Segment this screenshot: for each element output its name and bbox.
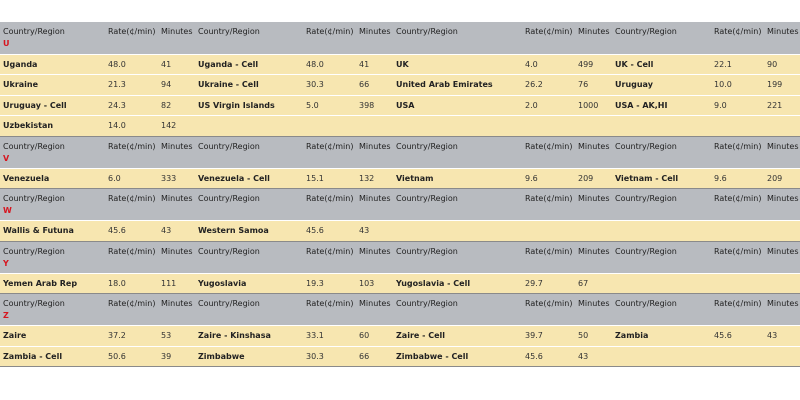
rate-value bbox=[522, 221, 575, 242]
column-header-rate: Rate(¢/min) bbox=[105, 189, 158, 221]
minutes-value: 333 bbox=[158, 168, 195, 189]
rate-value: 4.0 bbox=[522, 54, 575, 75]
column-header-country: Country/Region bbox=[195, 22, 303, 54]
section-header-row bbox=[0, 189, 800, 221]
country-name: USA bbox=[393, 95, 522, 116]
country-name: Zambia bbox=[612, 326, 711, 347]
column-header-rate: Rate(¢/min) bbox=[105, 136, 158, 168]
column-header-rate: Rate(¢/min) bbox=[711, 241, 764, 273]
column-header-country bbox=[0, 294, 105, 326]
column-header-minutes: Minutes bbox=[575, 189, 612, 221]
minutes-value: 43 bbox=[356, 221, 393, 242]
minutes-value: 43 bbox=[575, 346, 612, 367]
rates-body bbox=[0, 22, 800, 367]
rate-value: 48.0 bbox=[105, 54, 158, 75]
minutes-value: 41 bbox=[356, 54, 393, 75]
section-header-row bbox=[0, 241, 800, 273]
country-name: Venezuela bbox=[0, 168, 105, 189]
column-header-minutes: Minutes bbox=[158, 189, 195, 221]
minutes-value: 209 bbox=[575, 168, 612, 189]
section-letter: Z bbox=[3, 311, 9, 320]
column-header-rate: Rate(¢/min) bbox=[105, 22, 158, 54]
country-name: Yugoslavia bbox=[195, 273, 303, 294]
minutes-value: 221 bbox=[764, 95, 800, 116]
column-header-country: Country/Region bbox=[393, 136, 522, 168]
column-header-minutes: Minutes bbox=[575, 294, 612, 326]
country-name: UK bbox=[393, 54, 522, 75]
column-header-country-label: Country/Region bbox=[3, 194, 65, 203]
country-name: Uganda - Cell bbox=[195, 54, 303, 75]
column-header-minutes: Minutes bbox=[764, 136, 800, 168]
minutes-value: 111 bbox=[158, 273, 195, 294]
column-header-minutes: Minutes bbox=[764, 189, 800, 221]
minutes-value: 50 bbox=[575, 326, 612, 347]
minutes-value: 94 bbox=[158, 75, 195, 96]
table-row bbox=[0, 168, 800, 189]
minutes-value bbox=[575, 116, 612, 137]
table-row bbox=[0, 273, 800, 294]
country-name: Zimbabwe bbox=[195, 346, 303, 367]
column-header-country: Country/Region bbox=[612, 22, 711, 54]
column-header-country-label: Country/Region bbox=[3, 27, 65, 36]
column-header-rate: Rate(¢/min) bbox=[522, 241, 575, 273]
minutes-value bbox=[764, 221, 800, 242]
column-header-minutes: Minutes bbox=[356, 294, 393, 326]
column-header-country-label: Country/Region bbox=[3, 141, 65, 151]
column-header-country: Country/Region bbox=[393, 22, 522, 54]
country-name bbox=[612, 221, 711, 242]
rate-value: 45.6 bbox=[105, 221, 158, 242]
minutes-value: 41 bbox=[158, 54, 195, 75]
column-header-country: Country/Region bbox=[393, 241, 522, 273]
table-row bbox=[0, 346, 800, 367]
column-header-minutes: Minutes bbox=[575, 22, 612, 54]
rate-value: 21.3 bbox=[105, 75, 158, 96]
minutes-value: 66 bbox=[356, 346, 393, 367]
column-header-rate: Rate(¢/min) bbox=[711, 22, 764, 54]
country-name: Zaire - Cell bbox=[393, 326, 522, 347]
rate-value: 22.1 bbox=[711, 54, 764, 75]
column-header-country: Country/Region bbox=[195, 294, 303, 326]
country-name: Uruguay bbox=[612, 75, 711, 96]
minutes-value: 76 bbox=[575, 75, 612, 96]
country-name: Wallis & Futuna bbox=[0, 221, 105, 242]
column-header-minutes: Minutes bbox=[764, 294, 800, 326]
minutes-value: 67 bbox=[575, 273, 612, 294]
rate-value: 2.0 bbox=[522, 95, 575, 116]
country-name: Western Samoa bbox=[195, 221, 303, 242]
minutes-value: 43 bbox=[764, 326, 800, 347]
country-name: Ukraine - Cell bbox=[195, 75, 303, 96]
rate-value bbox=[522, 116, 575, 137]
country-name: Zimbabwe - Cell bbox=[393, 346, 522, 367]
country-name bbox=[612, 116, 711, 137]
country-name: UK - Cell bbox=[612, 54, 711, 75]
column-header-minutes: Minutes bbox=[158, 241, 195, 273]
rate-value: 45.6 bbox=[522, 346, 575, 367]
column-header-minutes: Minutes bbox=[158, 294, 195, 326]
minutes-value: 90 bbox=[764, 54, 800, 75]
column-header-rate: Rate(¢/min) bbox=[522, 136, 575, 168]
country-name: Ukraine bbox=[0, 75, 105, 96]
minutes-value: 82 bbox=[158, 95, 195, 116]
column-header-rate: Rate(¢/min) bbox=[105, 241, 158, 273]
rate-value: 6.0 bbox=[105, 168, 158, 189]
minutes-value: 66 bbox=[356, 75, 393, 96]
minutes-value bbox=[764, 116, 800, 137]
column-header-country: Country/Region bbox=[195, 189, 303, 221]
country-name bbox=[393, 116, 522, 137]
section-letter: W bbox=[3, 206, 12, 215]
column-header-rate: Rate(¢/min) bbox=[303, 22, 356, 54]
column-header-country: Country/Region bbox=[393, 294, 522, 326]
country-name bbox=[612, 346, 711, 367]
rate-value: 30.3 bbox=[303, 346, 356, 367]
column-header-rate: Rate(¢/min) bbox=[522, 189, 575, 221]
table-row bbox=[0, 54, 800, 75]
column-header-rate: Rate(¢/min) bbox=[303, 136, 356, 168]
table-row bbox=[0, 116, 800, 137]
column-header-rate: Rate(¢/min) bbox=[303, 241, 356, 273]
column-header-minutes: Minutes bbox=[575, 241, 612, 273]
country-name: US Virgin Islands bbox=[195, 95, 303, 116]
column-header-country bbox=[0, 241, 105, 273]
minutes-value: 103 bbox=[356, 273, 393, 294]
section-header-row bbox=[0, 22, 800, 54]
column-header-rate: Rate(¢/min) bbox=[105, 294, 158, 326]
column-header-country bbox=[0, 189, 105, 221]
minutes-value: 199 bbox=[764, 75, 800, 96]
rate-value: 26.2 bbox=[522, 75, 575, 96]
rate-value: 15.1 bbox=[303, 168, 356, 189]
rate-value: 19.3 bbox=[303, 273, 356, 294]
section-letter: V bbox=[3, 153, 10, 163]
rate-value: 5.0 bbox=[303, 95, 356, 116]
rate-value: 37.2 bbox=[105, 326, 158, 347]
country-name: USA - AK,HI bbox=[612, 95, 711, 116]
table-row bbox=[0, 221, 800, 242]
rates-table bbox=[0, 22, 800, 367]
rate-value: 39.7 bbox=[522, 326, 575, 347]
column-header-rate: Rate(¢/min) bbox=[522, 22, 575, 54]
rate-value: 14.0 bbox=[105, 116, 158, 137]
country-name bbox=[195, 116, 303, 137]
country-name bbox=[612, 273, 711, 294]
column-header-rate: Rate(¢/min) bbox=[711, 189, 764, 221]
minutes-value: 132 bbox=[356, 168, 393, 189]
column-header-rate: Rate(¢/min) bbox=[522, 294, 575, 326]
section-letter: U bbox=[3, 39, 10, 48]
minutes-value: 60 bbox=[356, 326, 393, 347]
column-header-country: Country/Region bbox=[612, 294, 711, 326]
column-header-minutes: Minutes bbox=[356, 189, 393, 221]
country-name: Uganda bbox=[0, 54, 105, 75]
rate-value: 9.6 bbox=[711, 168, 764, 189]
minutes-value: 43 bbox=[158, 221, 195, 242]
column-header-minutes: Minutes bbox=[158, 22, 195, 54]
rate-value bbox=[303, 116, 356, 137]
country-name: Uruguay - Cell bbox=[0, 95, 105, 116]
column-header-minutes: Minutes bbox=[575, 136, 612, 168]
column-header-country: Country/Region bbox=[393, 189, 522, 221]
minutes-value: 53 bbox=[158, 326, 195, 347]
country-name: Yugoslavia - Cell bbox=[393, 273, 522, 294]
country-name: Zambia - Cell bbox=[0, 346, 105, 367]
country-name: Vietnam - Cell bbox=[612, 168, 711, 189]
section-header-row bbox=[0, 136, 800, 168]
minutes-value: 1000 bbox=[575, 95, 612, 116]
table-row bbox=[0, 326, 800, 347]
minutes-value: 142 bbox=[158, 116, 195, 137]
rate-value bbox=[711, 116, 764, 137]
rate-value: 50.6 bbox=[105, 346, 158, 367]
rate-value bbox=[711, 221, 764, 242]
minutes-value: 398 bbox=[356, 95, 393, 116]
column-header-country bbox=[0, 22, 105, 54]
table-row bbox=[0, 95, 800, 116]
column-header-rate: Rate(¢/min) bbox=[711, 136, 764, 168]
rate-value: 9.0 bbox=[711, 95, 764, 116]
column-header-country: Country/Region bbox=[612, 189, 711, 221]
minutes-value bbox=[764, 273, 800, 294]
rate-value: 18.0 bbox=[105, 273, 158, 294]
column-header-rate: Rate(¢/min) bbox=[303, 189, 356, 221]
column-header-minutes: Minutes bbox=[356, 241, 393, 273]
rate-value: 10.0 bbox=[711, 75, 764, 96]
column-header-minutes: Minutes bbox=[356, 22, 393, 54]
minutes-value: 499 bbox=[575, 54, 612, 75]
rate-value bbox=[711, 346, 764, 367]
country-name bbox=[393, 221, 522, 242]
rate-value: 48.0 bbox=[303, 54, 356, 75]
country-name: Yemen Arab Rep bbox=[0, 273, 105, 294]
column-header-country: Country/Region bbox=[612, 241, 711, 273]
rate-value: 30.3 bbox=[303, 75, 356, 96]
column-header-country: Country/Region bbox=[195, 241, 303, 273]
column-header-country: Country/Region bbox=[612, 136, 711, 168]
minutes-value bbox=[575, 221, 612, 242]
column-header-minutes: Minutes bbox=[764, 22, 800, 54]
country-name: United Arab Emirates bbox=[393, 75, 522, 96]
rate-value: 33.1 bbox=[303, 326, 356, 347]
rate-value bbox=[711, 273, 764, 294]
column-header-minutes: Minutes bbox=[158, 136, 195, 168]
minutes-value: 39 bbox=[158, 346, 195, 367]
minutes-value: 209 bbox=[764, 168, 800, 189]
country-name: Venezuela - Cell bbox=[195, 168, 303, 189]
column-header-country-label: Country/Region bbox=[3, 246, 65, 256]
rate-value: 9.6 bbox=[522, 168, 575, 189]
column-header-minutes: Minutes bbox=[356, 136, 393, 168]
column-header-country-label: Country/Region bbox=[3, 299, 65, 308]
rate-value: 29.7 bbox=[522, 273, 575, 294]
column-header-rate: Rate(¢/min) bbox=[303, 294, 356, 326]
country-name: Uzbekistan bbox=[0, 116, 105, 137]
country-name: Zaire bbox=[0, 326, 105, 347]
rate-value: 45.6 bbox=[711, 326, 764, 347]
column-header-country bbox=[0, 136, 105, 168]
minutes-value bbox=[764, 346, 800, 367]
section-letter: Y bbox=[3, 258, 9, 268]
rate-value: 24.3 bbox=[105, 95, 158, 116]
country-name: Zaire - Kinshasa bbox=[195, 326, 303, 347]
section-header-row bbox=[0, 294, 800, 326]
minutes-value bbox=[356, 116, 393, 137]
column-header-country: Country/Region bbox=[195, 136, 303, 168]
column-header-rate: Rate(¢/min) bbox=[711, 294, 764, 326]
rate-value: 45.6 bbox=[303, 221, 356, 242]
table-row bbox=[0, 75, 800, 96]
column-header-minutes: Minutes bbox=[764, 241, 800, 273]
country-name: Vietnam bbox=[393, 168, 522, 189]
